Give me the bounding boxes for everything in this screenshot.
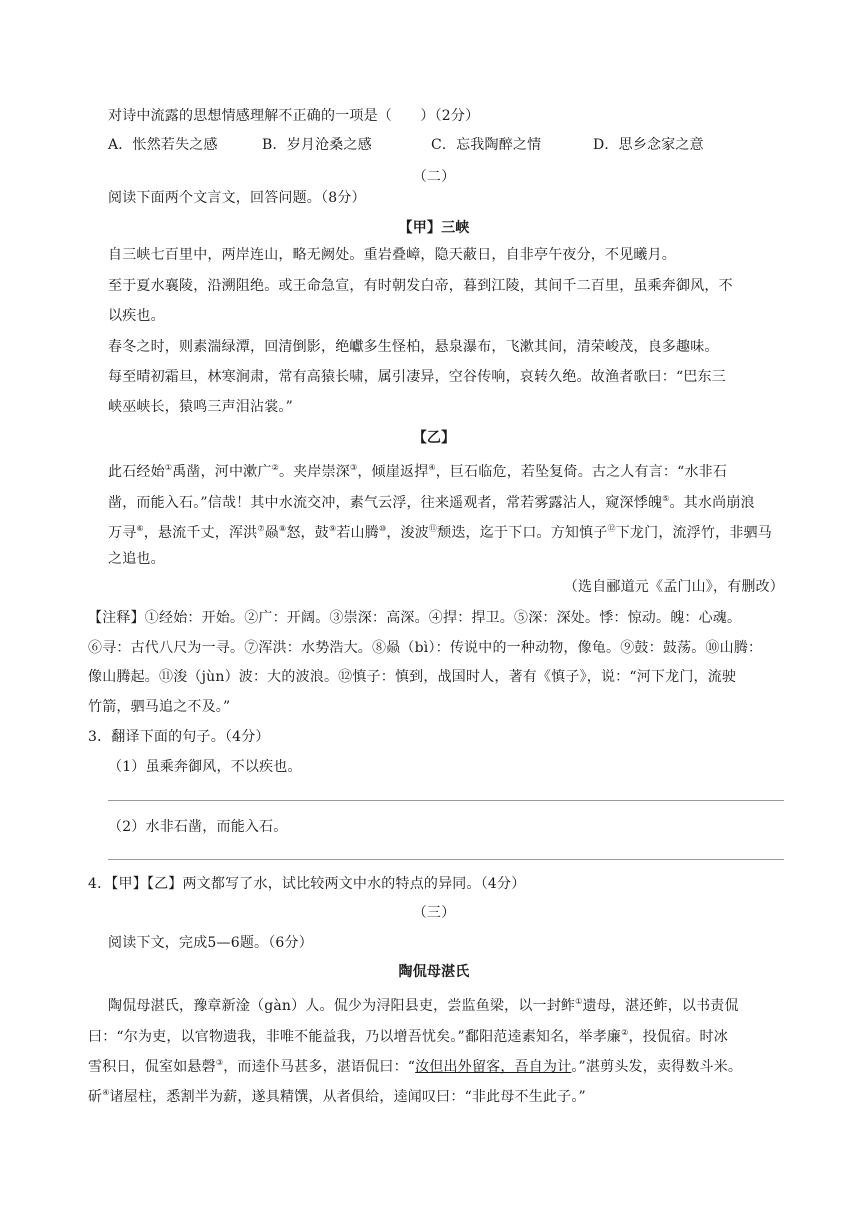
yi-line-2: 凿，而能入石。”信哉！其中水流交冲，素气云浮，往来遥观者，常若雾露沾人，窥深悸魄⑤。其水尚崩浪 bbox=[108, 494, 755, 511]
passage-jia-title: 【甲】三峡 bbox=[398, 220, 470, 236]
passage-3-line-2: 曰：“尔为吏，以官物遗我，非唯不能益我，乃以增吾忧矣。”鄱阳范逵素知名，举孝廉②，投侃宿。时冰 bbox=[88, 1028, 728, 1045]
poem-question-stem: 对诗中流露的思想情感理解不正确的一项是（ ）（2分） bbox=[108, 108, 480, 124]
answer-line-1 bbox=[108, 800, 784, 801]
passage-3-line-3: 雪积日，侃室如悬磬③，而逵仆马甚多，湛语侃曰：“汝但出外留客，吾自为计。”湛剪头发，卖得数斗米。 bbox=[88, 1058, 743, 1075]
yi-line-1: 此石经始①禹凿，河中漱广②。夹岸崇深③，倾崖返捍④，巨石临危，若坠复倚。古之人有言：“水非石 bbox=[108, 463, 728, 480]
answer-line-2 bbox=[108, 859, 784, 860]
notes-line-4: 竹箭，驷马追之不及。” bbox=[88, 699, 231, 715]
question-3-stem: 3．翻译下面的句子。（4分） bbox=[88, 729, 270, 745]
option-b: B．岁月沧桑之感 bbox=[262, 137, 372, 153]
notes-line-1: 【注释】①经始：开始。②广：开阔。③崇深：高深。④捍：捍卫。⑤深：深处。悸：惊动。魄：心魂。 bbox=[88, 610, 742, 626]
notes-line-3: 像山腾起。⑪浚（jùn）波：大的波浪。⑫慎子：慎到，战国时人，著有《慎子》，说：“河下龙门，流驶 bbox=[88, 669, 737, 685]
jia-line-4: 春冬之时，则素湍绿潭，回清倒影，绝巘多生怪柏，悬泉瀑布，飞漱其间，清荣峻茂，良多趣味。 bbox=[108, 339, 719, 355]
passage-3-line-4: 斫④诸屋柱，悉割半为薪，遂具精馔，从者俱给，逵闻叹曰：“非此母不生此子。” bbox=[88, 1088, 586, 1105]
jia-line-2: 至于夏水襄陵，沿溯阻绝。或王命急宣，有时朝发白帝，暮到江陵，其间千二百里，虽乘奔御风，不 bbox=[108, 278, 733, 294]
question-3-sentence-1: （1）虽乘奔御风，不以疾也。 bbox=[108, 759, 302, 775]
underlined-sentence: 汝但出外留客，吾自为计 bbox=[415, 1059, 572, 1075]
jia-line-5: 每至晴初霜旦，林寒涧肃，常有高猿长啸，属引凄异，空谷传响，哀转久绝。故渔者歌曰：“巴东三 bbox=[108, 369, 726, 385]
section-2-intro: 阅读下面两个文言文，回答问题。（8分） bbox=[108, 190, 366, 206]
passage-yi-title: 【乙】 bbox=[412, 430, 456, 446]
jia-line-1: 自三峡七百里中，两岸连山，略无阙处。重岩叠嶂，隐天蔽日，自非亭午夜分，不见曦月。 bbox=[108, 247, 676, 263]
section-3-intro: 阅读下文，完成5—6题。（6分） bbox=[108, 935, 313, 951]
yi-source: （选自郦道元《孟门山》，有删改） bbox=[563, 579, 784, 595]
notes-line-2: ⑥寻：古代八尺为一寻。⑦浑洪：水势浩大。⑧赑（bì）：传说中的一种动物，像龟。⑨鼓：鼓荡。⑩山腾： bbox=[88, 640, 763, 656]
yi-line-3: 万寻⑥，悬流千丈，浑洪⑦赑⑧怒，鼓⑨若山腾⑩，浚波⑪颓迭，迄于下口。方知慎子⑫下龙门，流浮竹，非驷马 bbox=[108, 524, 772, 541]
section-2-heading: （二） bbox=[412, 169, 456, 185]
option-a: A．怅然若失之感 bbox=[108, 137, 218, 153]
passage-3-title: 陶侃母湛氏 bbox=[398, 964, 470, 980]
option-c: C．忘我陶醉之情 bbox=[431, 137, 542, 153]
passage-3-line-1: 陶侃母湛氏，豫章新淦（gàn）人。侃少为浔阳县吏，尝监鱼梁，以一封鲊①遗母，湛还鲊，以书责侃 bbox=[108, 997, 739, 1014]
section-3-heading: （三） bbox=[412, 905, 456, 921]
question-4-stem: 4．【甲】【乙】两文都写了水，试比较两文中水的特点的异同。（4分） bbox=[88, 876, 526, 892]
yi-line-4: 之追也。 bbox=[108, 551, 165, 567]
option-d: D．思乡念家之意 bbox=[593, 137, 704, 153]
jia-line-3: 以疾也。 bbox=[108, 308, 165, 324]
jia-line-6: 峡巫峡长，猿鸣三声泪沾裳。” bbox=[108, 399, 293, 415]
question-3-sentence-2: （2）水非石凿，而能入石。 bbox=[108, 819, 288, 835]
